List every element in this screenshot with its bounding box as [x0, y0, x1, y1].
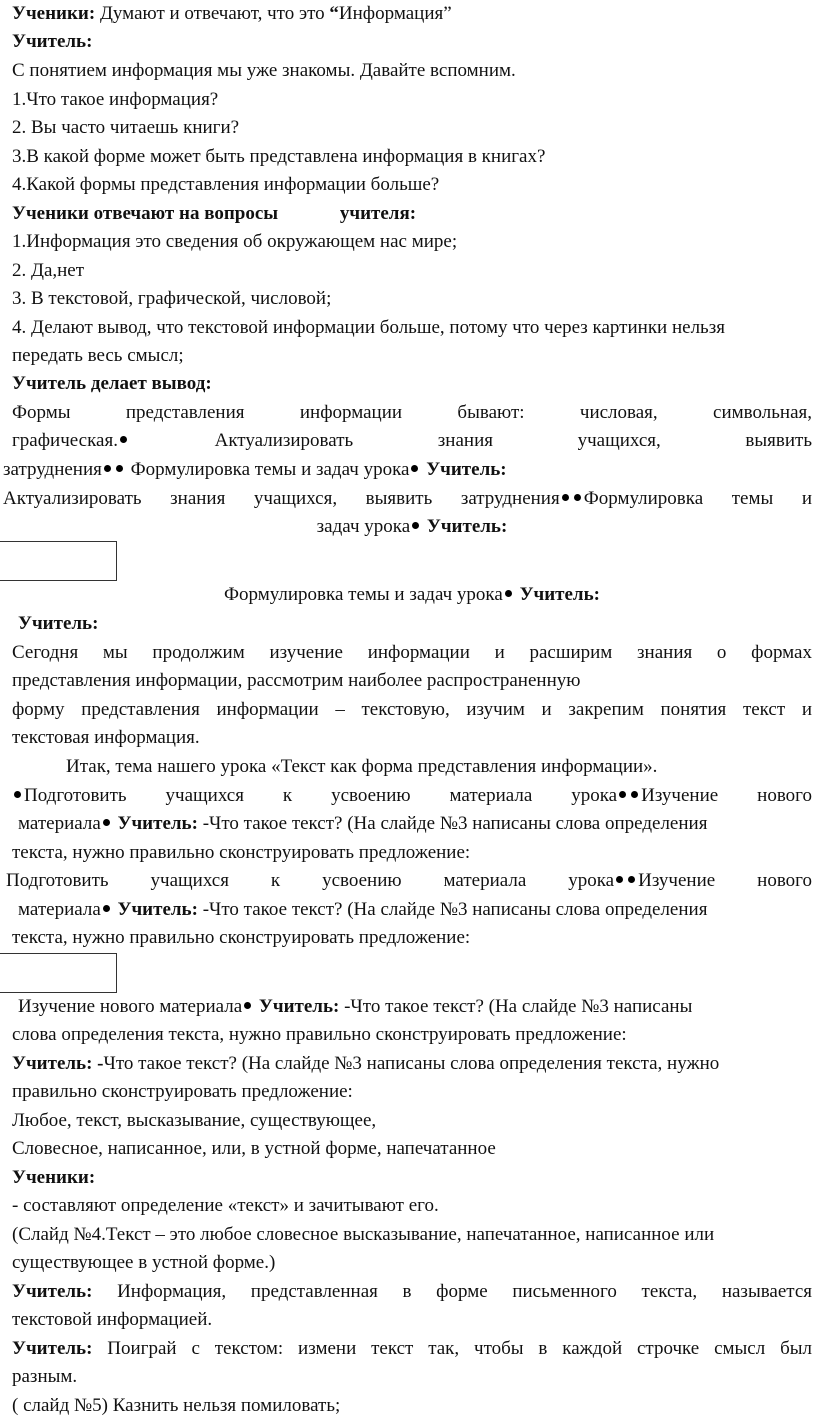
line-17: затруднения Формулировка темы и задач урока Учитель:: [3, 459, 507, 480]
bullet-icon: [103, 819, 110, 826]
line-22: Сегодня мы продолжим изучение информации и расширим знания о формах: [12, 642, 812, 663]
line-8: Ученики отвечают на вопросы учителя:: [12, 203, 417, 224]
line-32: текста, нужно правильно сконструировать предложение:: [12, 927, 471, 948]
line-40: - составляют определение «текст» и зачитывают его.: [12, 1195, 439, 1216]
line-47: ( слайд №5) Казнить нельзя помиловать;: [12, 1395, 341, 1416]
line-15: Формы представления информации бывают: числовая, символьная,: [12, 402, 812, 423]
line-11: 3. В текстовой, графической, числовой;: [12, 288, 332, 309]
line-46: разным.: [12, 1366, 78, 1387]
bullet-icon: [628, 876, 635, 883]
line-28: материала Учитель: -Что такое текст? (На слайде №3 написаны слова определения: [18, 813, 708, 834]
bullet-icon: [411, 465, 418, 472]
line-31: материала Учитель: -Что такое текст? (На слайде №3 написаны слова определения: [18, 899, 708, 920]
line-43: Учитель: Информация, представленная в форме письменного текста, называется: [12, 1281, 812, 1302]
line-14: Учитель делает вывод:: [12, 373, 212, 394]
bullet-icon: [116, 465, 123, 472]
bullet-icon: [104, 465, 111, 472]
line-2: Учитель:: [12, 31, 93, 52]
line-38: Словесное, написанное, или, в устной форме, напечатанное: [12, 1138, 496, 1159]
line-34: слова определения текста, нужно правильно сконструировать предложение:: [12, 1024, 627, 1045]
line-37: Любое, текст, высказывание, существующее,: [12, 1110, 377, 1131]
bullet-icon: [412, 522, 419, 529]
line-18: Актуализировать знания учащихся, выявить затруднения Формулировка темы и: [3, 488, 812, 509]
line-12: 4. Делают вывод, что текстовой информации больше, потому что через картинки нельзя: [12, 317, 725, 338]
line-9: 1.Информация это сведения об окружающем нас мире;: [12, 231, 458, 252]
bullet-icon: [244, 1002, 251, 1009]
line-23: представления информации, рассмотрим наиболее распространенную: [12, 670, 581, 691]
line-4: 1.Что такое информация?: [12, 89, 219, 110]
line-42: существующее в устной форме.): [12, 1252, 276, 1273]
line-10: 2. Да,нет: [12, 260, 85, 281]
line-1: Ученики: Думают и отвечают, что это “Информация”: [12, 3, 452, 24]
empty-frame: [0, 541, 117, 581]
line-24: форму представления информации – текстовую, изучим и закрепим понятия текст и: [12, 699, 812, 720]
bullet-icon: [574, 494, 581, 501]
line-25: текстовая информация.: [12, 727, 200, 748]
bullet-icon: [562, 494, 569, 501]
bullet-icon: [14, 791, 21, 798]
line-41: (Слайд №4.Текст – это любое словесное высказывание, напечатанное, написанное или: [12, 1224, 715, 1245]
line-36: правильно сконструировать предложение:: [12, 1081, 353, 1102]
bullet-icon: [505, 590, 512, 597]
line-19: задач урока Учитель:: [316, 516, 508, 537]
bullet-icon: [616, 876, 623, 883]
line-6: 3.В какой форме может быть представлена информация в книгах?: [12, 146, 546, 167]
line-26: Итак, тема нашего урока «Текст как форма представления информации».: [66, 756, 658, 777]
line-27: Подготовить учащихся к усвоению материала урока Изучение нового: [12, 782, 812, 810]
line-7: 4.Какой формы представления информации больше?: [12, 174, 440, 195]
line-16: графическая. Актуализировать знания учащихся, выявить: [12, 430, 812, 451]
line-3: С понятием информация мы уже знакомы. Давайте вспомним.: [12, 60, 516, 81]
line-29: текста, нужно правильно сконструировать предложение:: [12, 842, 471, 863]
line-13: передать весь смысл;: [12, 345, 184, 366]
line-44: текстовой информацией.: [12, 1309, 213, 1330]
bullet-icon: [619, 791, 626, 798]
line-20: Формулировка темы и задач урока Учитель:: [224, 584, 600, 605]
empty-frame-2: [0, 953, 117, 993]
line-30: Подготовить учащихся к усвоению материала урока Изучение нового: [6, 870, 812, 891]
line-21: Учитель:: [18, 613, 99, 634]
bullet-icon: [120, 436, 127, 443]
line-45: Учитель: Поиграй с текстом: измени текст так, чтобы в каждой строчке смысл был: [12, 1338, 812, 1359]
bullet-icon: [103, 905, 110, 912]
line-33: Изучение нового материала Учитель: -Что такое текст? (На слайде №3 написаны: [18, 996, 693, 1017]
line-5: 2. Вы часто читаешь книги?: [12, 117, 240, 138]
line-35: Учитель: -Что такое текст? (На слайде №3 написаны слова определения текста, нужно: [12, 1053, 720, 1074]
bullet-icon: [631, 791, 638, 798]
line-39: Ученики:: [12, 1167, 96, 1188]
